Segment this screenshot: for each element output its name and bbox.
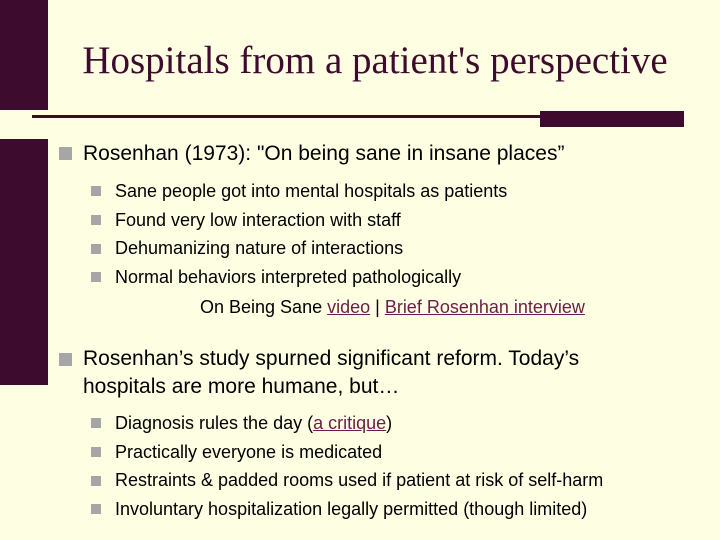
bullet-square-icon <box>91 215 101 225</box>
interview-link[interactable]: Brief Rosenhan interview <box>384 297 585 317</box>
section1-item: Normal behaviors interpreted pathologically <box>115 267 462 287</box>
section1-heading: Rosenhan (1973): "On being sane in insane places” <box>83 142 565 165</box>
bullet-square-icon <box>91 476 101 486</box>
video-links-prefix: On Being Sane <box>200 297 328 317</box>
section2-item: Involuntary hospitalization legally permitted (though limited) <box>115 499 588 519</box>
video-link[interactable]: video <box>327 297 371 317</box>
bullet-square-icon <box>91 504 101 514</box>
bullet-square-icon <box>59 353 72 366</box>
bullet-square-icon <box>91 272 101 282</box>
section1-item: Found very low interaction with staff <box>115 210 401 230</box>
bullet-square-icon <box>91 447 101 457</box>
bullet-square-icon <box>91 186 101 196</box>
slide-title: Hospitals from a patient's perspective <box>82 39 668 82</box>
section1-item: Sane people got into mental hospitals as patients <box>115 181 508 201</box>
section2-item <box>115 412 392 434</box>
section2-item: Practically everyone is medicated <box>115 442 383 462</box>
title-accent-block <box>540 111 684 127</box>
bullet-square-icon <box>91 244 101 254</box>
bullet-square-icon <box>59 147 72 160</box>
section2-heading-line1: Rosenhan’s study spurned significant reform. Today’s <box>83 347 580 370</box>
link-separator: | <box>370 297 385 317</box>
video-links-line <box>200 296 585 318</box>
title-underline <box>32 115 540 118</box>
section2-item: Restraints & padded rooms used if patient at risk of self-harm <box>115 470 604 490</box>
critique-link[interactable]: a critique <box>313 413 387 433</box>
section2-heading-line2: hospitals are more humane, but… <box>83 375 400 398</box>
section2-item-text: Diagnosis rules the day ( <box>115 413 314 433</box>
accent-bar-bottom <box>0 139 48 385</box>
section2-item-text: ) <box>386 413 393 433</box>
section1-item: Dehumanizing nature of interactions <box>115 238 404 258</box>
bullet-square-icon <box>91 418 101 428</box>
